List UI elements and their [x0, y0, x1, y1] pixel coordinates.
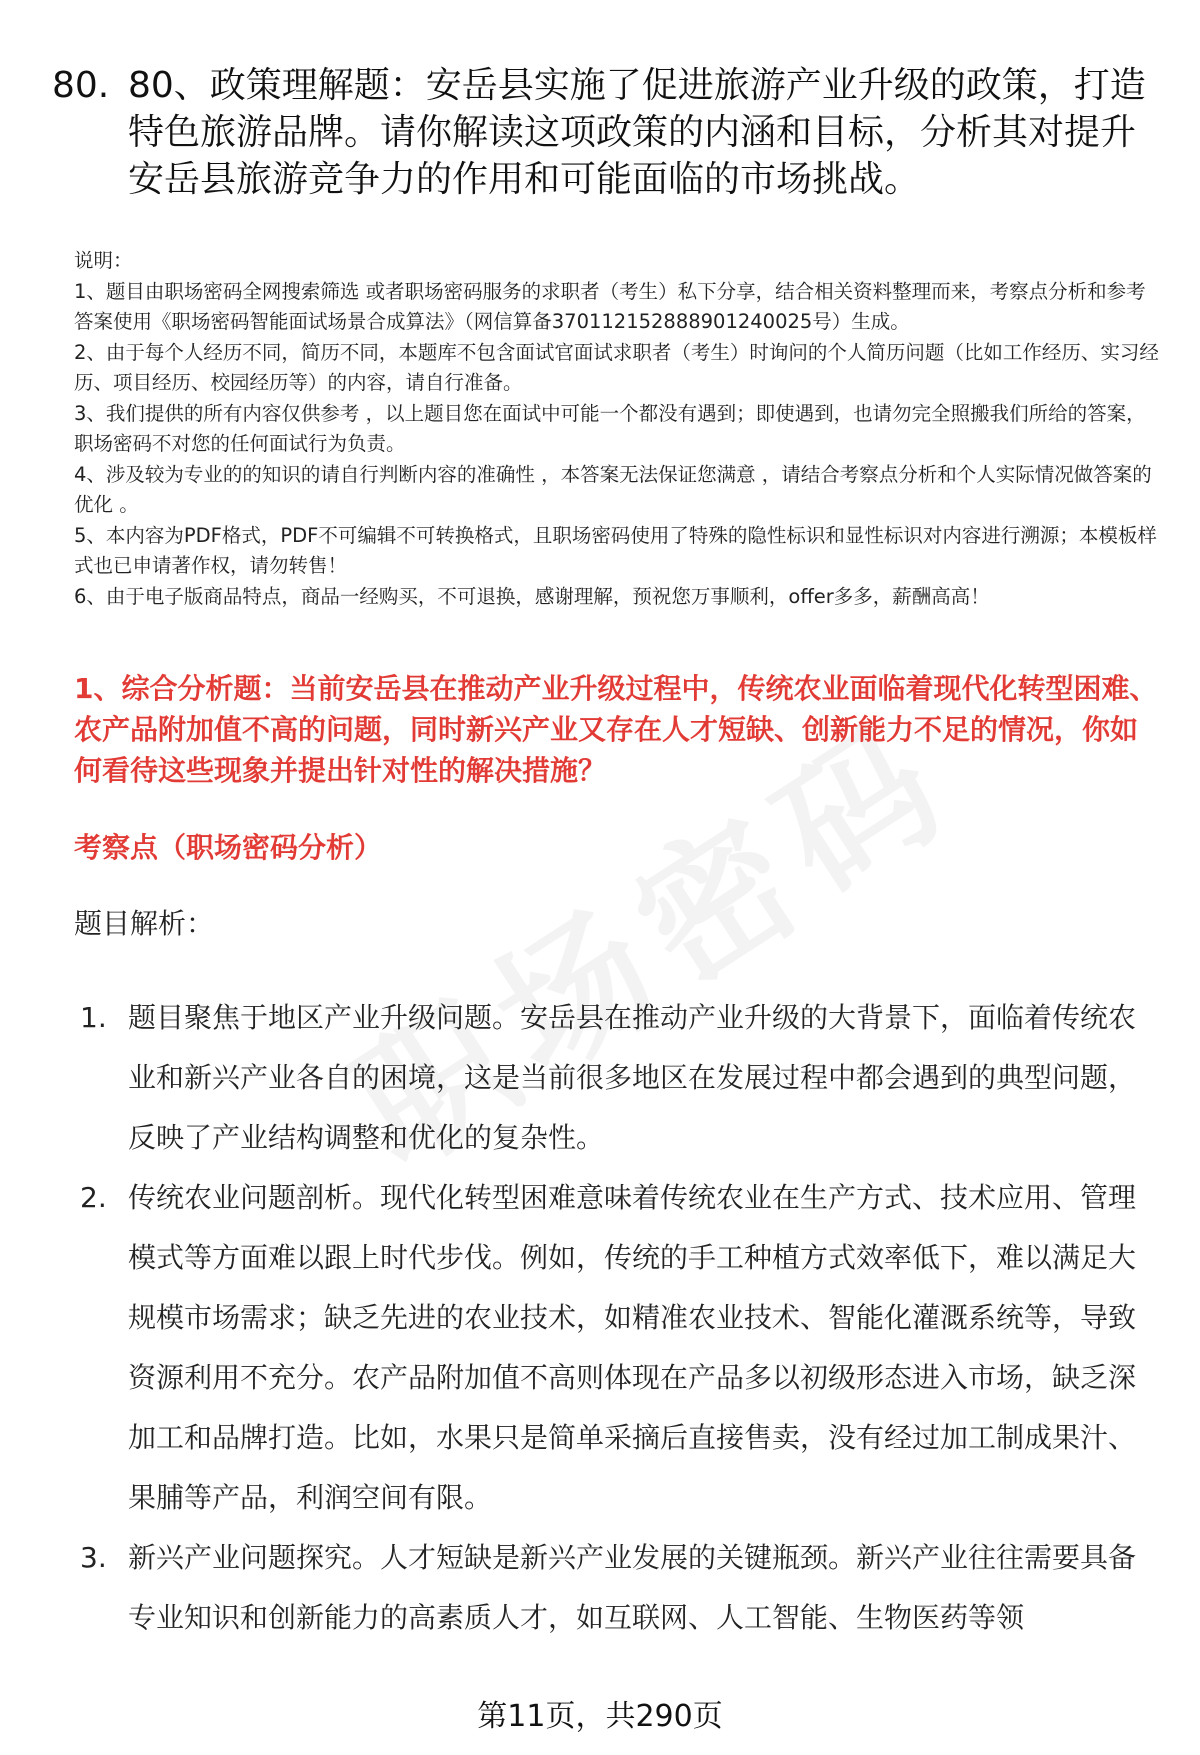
- list-item-text: 题目聚焦于地区产业升级问题。安岳县在推动产业升级的大背景下，面临着传统农业和新兴产业各自的困境，这是当前很多地区在发展过程中都会遇到的典型问题，反映了产业结构调整和优化的复杂性。: [128, 1001, 1137, 1154]
- list-item: [80, 988, 1156, 1168]
- question-number: 80.: [52, 65, 110, 106]
- list-item: [80, 1168, 1156, 1528]
- analysis-label: 题目解析：: [74, 907, 215, 940]
- note-item: 6、由于电子版商品特点，商品一经购买，不可退换，感谢理解，预祝您万事顺利，offer多多，薪酬高高！: [74, 584, 990, 608]
- interview-question-heading: 1、综合分析题：当前安岳县在推动产业升级过程中，传统农业面临着现代化转型困难、农产品附加值不高的问题，同时新兴产业又存在人才短缺、创新能力不足的情况，你如何看待这些现象并提出针对性的解决措施？: [74, 672, 1158, 787]
- analysis-list: [80, 988, 1156, 1648]
- question-block: [52, 62, 1152, 203]
- list-item-text: 传统农业问题剖析。现代化转型困难意味着传统农业在生产方式、技术应用、管理模式等方面难以跟上时代步伐。例如，传统的手工种植方式效率低下，难以满足大规模市场需求；缺乏先进的农业技术，如精准农业技术、智能化灌溉系统等，导致资源利用不充分。农产品附加值不高则体现在产品多以初级形态进入市场，缺乏深加工和品牌打造。比如，水果只是简单采摘后直接售卖，没有经过加工制成果汁、果脯等产品，利润空间有限。: [128, 1181, 1137, 1514]
- list-item-number: 1.: [80, 1001, 107, 1034]
- notes-heading: 说明：: [74, 249, 133, 272]
- section-title: 考察点（职场密码分析）: [74, 831, 383, 864]
- note-item: 2、由于每个人经历不同，简历不同，本题库不包含面试官面试求职者（考生）时询问的个人简历问题（比如工作经历、实习经历、项目经历、校园经历等）的内容，请自行准备。: [74, 340, 1159, 394]
- question-text: 80、政策理解题：安岳县实施了促进旅游产业升级的政策，打造特色旅游品牌。请你解读这项政策的内涵和目标，分析其对提升安岳县旅游竞争力的作用和可能面临的市场挑战。: [128, 65, 1146, 200]
- note-item: 4、涉及较为专业的的知识的请自行判断内容的准确性 ，本答案无法保证您满意 ，请结合考察点分析和个人实际情况做答案的优化 。: [74, 462, 1152, 516]
- note-item: 5、本内容为PDF格式，PDF不可编辑不可转换格式，且职场密码使用了特殊的隐性标识和显性标识对内容进行溯源；本模板样式也已申请著作权，请勿转售！: [74, 523, 1157, 577]
- list-item-number: 2.: [80, 1181, 107, 1214]
- note-item: 3、我们提供的所有内容仅供参考 ，以上题目您在面试中可能一个都没有遇到；即使遇到，也请勿完全照搬我们所给的答案，职场密码不对您的任何面试行为负责。: [74, 401, 1146, 455]
- list-item: [80, 1528, 1156, 1648]
- note-item: 1、题目由职场密码全网搜索筛选 或者职场密码服务的求职者（考生）私下分享，结合相关资料整理而来，考察点分析和参考答案使用《职场密码智能面试场景合成算法》（网信算备370112152888901240025号）生成。: [74, 279, 1146, 333]
- page-footer: 第11页，共290页: [477, 1699, 723, 1734]
- list-item-number: 3.: [80, 1541, 107, 1574]
- list-item-text: 新兴产业问题探究。人才短缺是新兴产业发展的关键瓶颈。新兴产业往往需要具备专业知识和创新能力的高素质人才，如互联网、人工智能、生物医药等领: [128, 1541, 1137, 1634]
- notes-section: [74, 246, 1164, 612]
